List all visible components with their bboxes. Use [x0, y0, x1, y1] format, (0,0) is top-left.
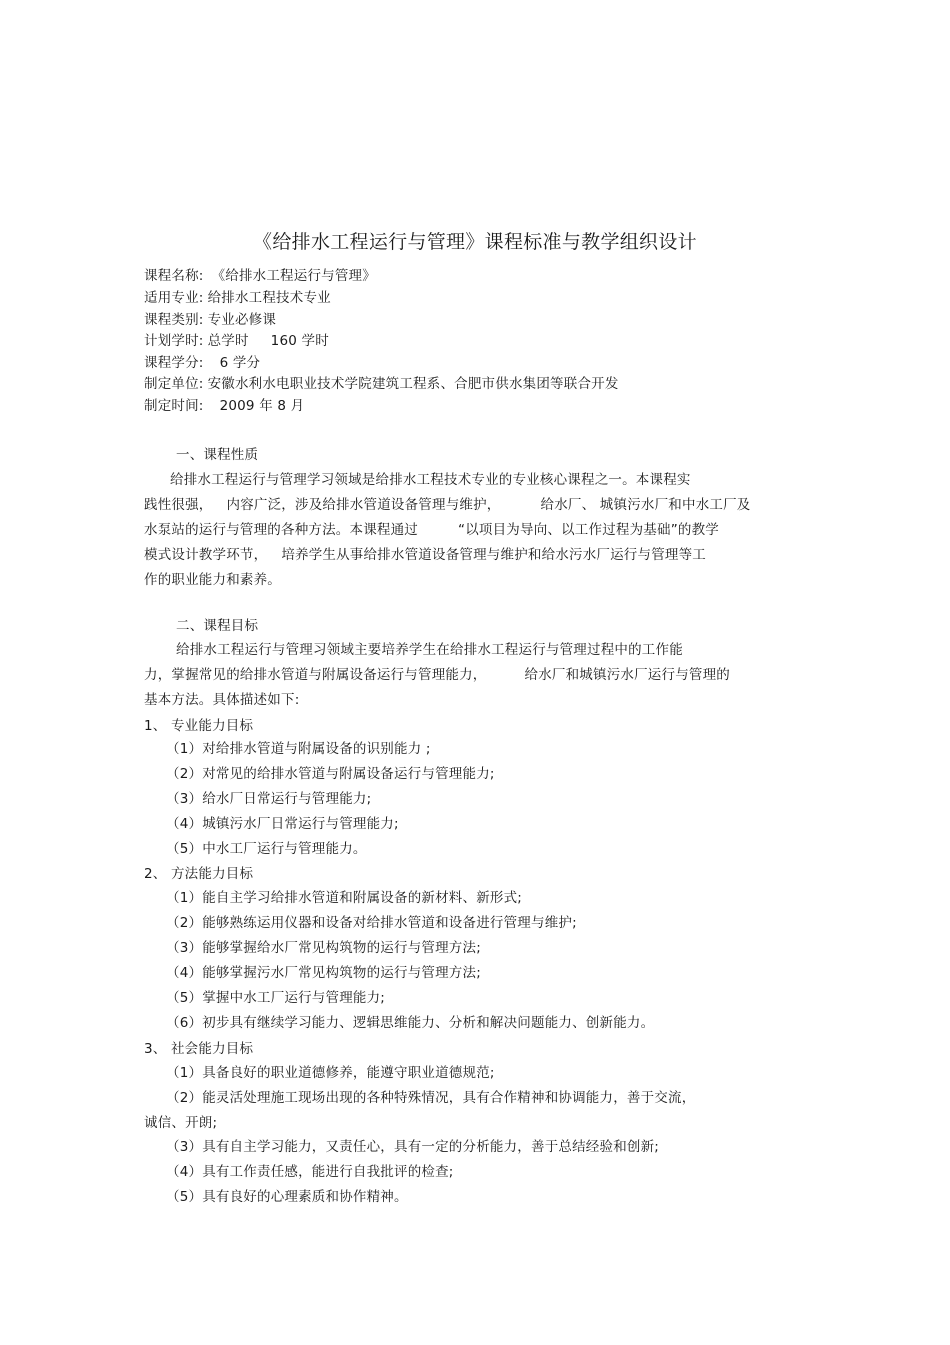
list-item: （5）具有良好的心理素质和协作精神。 [166, 1189, 408, 1205]
list-item: （1）对给排水管道与附属设备的识别能力 ; [166, 741, 431, 757]
meta-category: 课程类别: 专业必修课 [144, 312, 277, 328]
list-item: （3）具有自主学习能力，又责任心，具有一定的分析能力，善于总结经验和创新; [166, 1139, 660, 1155]
paragraph-line: 给排水工程运行与管理学习领域是给排水工程技术专业的专业核心课程之一。本课程实 [170, 472, 691, 488]
section-heading-nature: 一、课程性质 [176, 447, 259, 463]
list-item: （4）城镇污水厂日常运行与管理能力; [166, 816, 399, 832]
list-item: （1）能自主学习给排水管道和附属设备的新材料、新形式; [166, 890, 523, 906]
list-item: （3）能够掌握给水厂常见构筑物的运行与管理方法; [166, 940, 481, 956]
section-heading-goals: 二、课程目标 [176, 618, 259, 634]
paragraph-line: 水泵站的运行与管理的各种方法。本课程通过 “以项目为导向、以工作过程为基础”的教学 [144, 522, 719, 538]
list-item: （2）能够熟练运用仪器和设备对给排水管道和设备进行管理与维护; [166, 915, 577, 931]
goal-group-heading: 2、 方法能力目标 [144, 866, 254, 882]
meta-unit: 制定单位: 安徽水利水电职业技术学院建筑工程系、合肥市供水集团等联合开发 [144, 376, 619, 392]
meta-course-name: 课程名称: 《给排水工程运行与管理》 [144, 268, 376, 284]
meta-date: 制定时间: 2009 年 8 月 [144, 398, 305, 414]
list-item: （5）中水工厂运行与管理能力。 [166, 841, 367, 857]
list-item: （1）具备良好的职业道德修养，能遵守职业道德规范; [166, 1065, 495, 1081]
paragraph-line: 模式设计教学环节， 培养学生从事给排水管道设备管理与维护和给水污水厂运行与管理等工 [144, 547, 707, 563]
meta-hours: 计划学时: 总学时 160 学时 [144, 333, 329, 349]
list-item: （5）掌握中水工厂运行与管理能力; [166, 990, 386, 1006]
paragraph-line: 给排水工程运行与管理习领域主要培养学生在给排水工程运行与管理过程中的工作能 [176, 642, 683, 658]
meta-major: 适用专业: 给排水工程技术专业 [144, 290, 331, 306]
list-item: （6）初步具有继续学习能力、逻辑思维能力、分析和解决问题能力、创新能力。 [166, 1015, 655, 1031]
paragraph-line: 基本方法。具体描述如下: [144, 692, 300, 708]
list-item: （4）能够掌握污水厂常见构筑物的运行与管理方法; [166, 965, 481, 981]
goal-group-heading: 1、 专业能力目标 [144, 718, 254, 734]
list-item: （2）能灵活处理施工现场出现的各种特殊情况，具有合作精神和协调能力，善于交流， [166, 1090, 696, 1106]
paragraph-line: 践性很强， 内容广泛，涉及给排水管道设备管理与维护， 给水厂、 城镇污水厂和中水工厂及 [144, 497, 751, 513]
list-item: （2）对常见的给排水管道与附属设备运行与管理能力; [166, 766, 495, 782]
list-item: （4）具有工作责任感，能进行自我批评的检查; [166, 1164, 454, 1180]
paragraph-line: 力，掌握常见的给排水管道与附属设备运行与管理能力， 给水厂和城镇污水厂运行与管理的 [144, 667, 730, 683]
document-title: 《给排水工程运行与管理》课程标准与教学组织设计 [253, 231, 697, 253]
goal-group-heading: 3、 社会能力目标 [144, 1041, 254, 1057]
meta-credits: 课程学分: 6 学分 [144, 355, 261, 371]
list-item: 诚信、开朗; [144, 1115, 218, 1131]
paragraph-line: 作的职业能力和素养。 [144, 572, 281, 588]
list-item: （3）给水厂日常运行与管理能力; [166, 791, 372, 807]
